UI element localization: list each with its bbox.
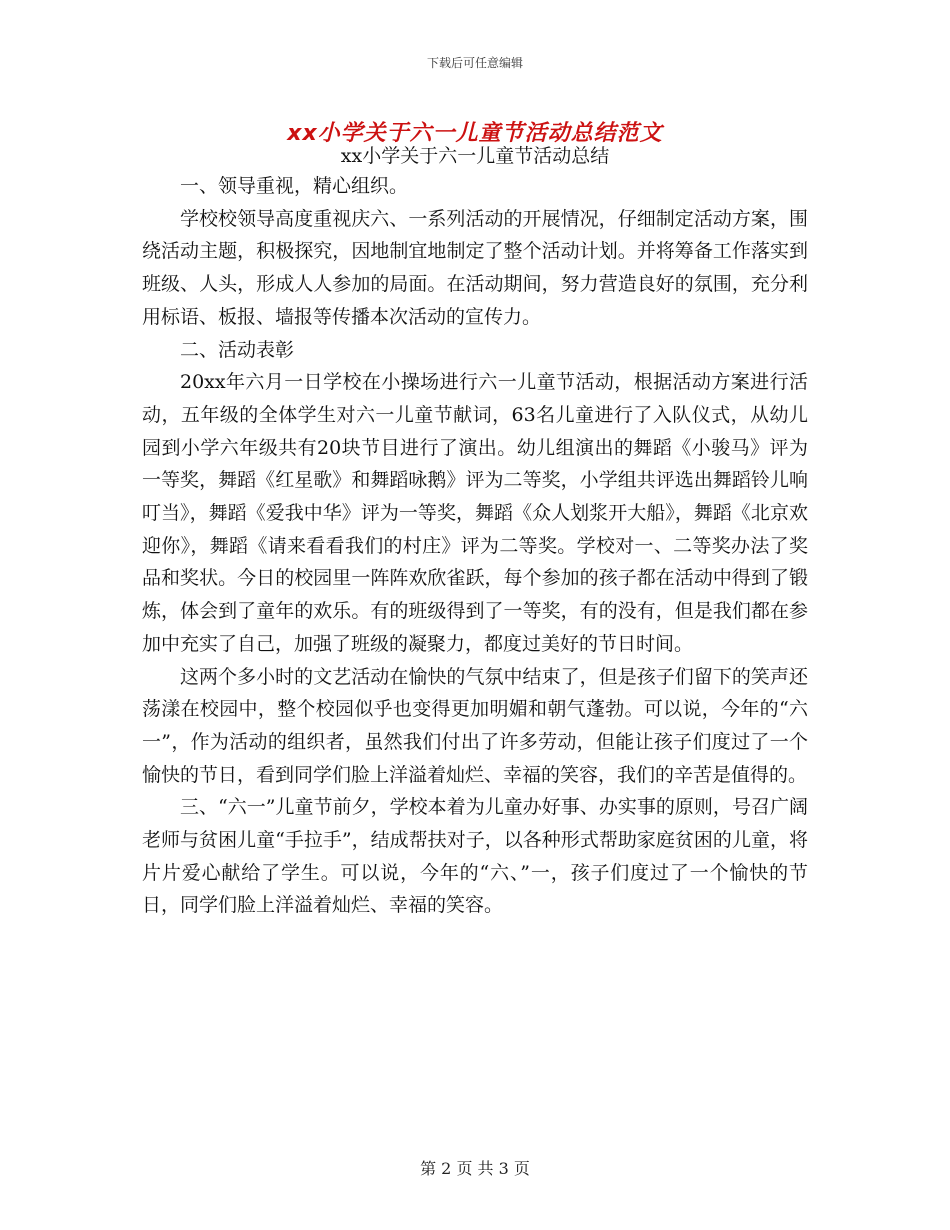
document-title: xx小学关于六一儿童节活动总结范文	[287, 121, 663, 146]
header-note: 下载后可任意编辑	[426, 56, 523, 70]
document-body	[142, 170, 808, 922]
paragraph-conclusion: 这两个多小时的文艺活动在愉快的气氛中结束了，但是孩子们留下的笑声还荡漾在校园中，整个校园似乎也变得更加明媚和朝气蓬勃。可以说，今年的“六一”，作为活动的组织者，虽然我们付出了许多劳动，但能让孩子们度过了一个愉快的节日，看到同学们脸上洋溢着灿烂、幸福的笑容，我们的辛苦是值得的。	[142, 665, 808, 786]
page-number: 第 2 页 共 3 页	[420, 1159, 530, 1178]
paragraph-organization: 学校校领导高度重视庆六、一系列活动的开展情况，仔细制定活动方案，围绕活动主题，积极探究，因地制宜地制定了整个活动计划。并将筹备工作落实到班级、人头，形成人人参加的局面。在活动期间，努力营造良好的氛围，充分利用标语、板报、墙报等传播本次活动的宣传力。	[142, 207, 808, 328]
document-subtitle: xx小学关于六一儿童节活动总结	[340, 145, 610, 167]
paragraph-section-3: 三、“六一”儿童节前夕，学校本着为儿童办好事、办实事的原则，号召广阔老师与贫困儿童“手拉手”，结成帮扶对子，以各种形式帮助家庭贫困的儿童，将片片爱心献给了学生。可以说，今年的“六、”一，孩子们度过了一个愉快的节日，同学们脸上洋溢着灿烂、幸福的笑容。	[142, 796, 808, 917]
paragraph-section-1-heading: 一、领导重视，精心组织。	[180, 175, 409, 197]
paragraph-section-2-heading: 二、活动表彰	[180, 338, 295, 361]
paragraph-activity-awards: 20xx年六月一日学校在小操场进行六一儿童节活动，根据活动方案进行活动，五年级的全体学生对六一儿童节献词，63名儿童进行了入队仪式，从幼儿园到小学六年级共有20块节目进行了演出。幼儿组演出的舞蹈《小骏马》评为一等奖，舞蹈《红星歌》和舞蹈咏鹅》评为二等奖，小学组共评选出舞蹈铃儿响叮当》，舞蹈《爱我中华》评为一等奖，舞蹈《众人划浆开大船》，舞蹈《北京欢迎你》，舞蹈《请来看看我们的村庄》评为二等奖。学校对一、二等奖办法了奖品和奖状。今日的校园里一阵阵欢欣雀跃，每个参加的孩子都在活动中得到了锻炼，体会到了童年的欢乐。有的班级得到了一等奖，有的没有，但是我们都在参加中充实了自己，加强了班级的凝聚力，都度过美好的节日时间。	[142, 371, 808, 655]
